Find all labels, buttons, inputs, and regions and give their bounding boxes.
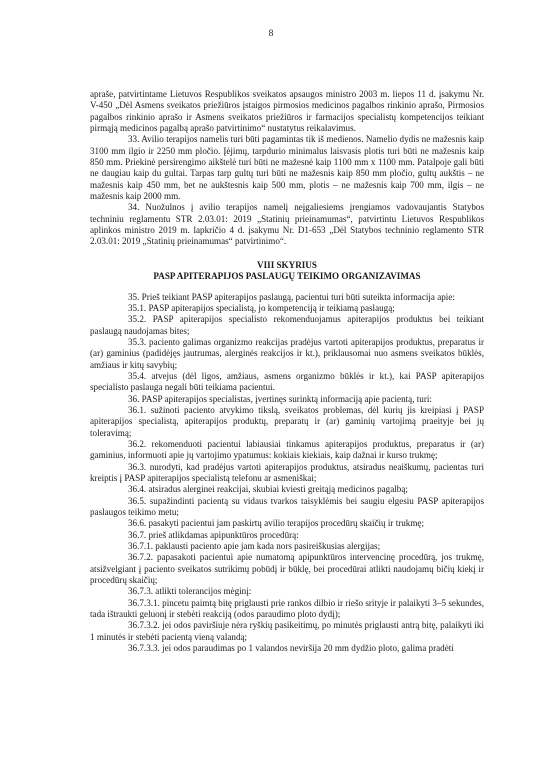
item-36-7-3-3: 36.7.3.3. jei odos paraudimas po 1 valandos neviršija 20 mm dydžio ploto, galima pradėti xyxy=(128,643,454,654)
paragraph-33: 33. Avilio terapijos namelis turi būti pagamintas tik iš medienos. Namelio dydis ne mažesnis kaip 3100 mm ilgio ir 2250 mm pločio. Įėjimų, tarpdurio minimalus laisvasis plotis turi būti ne mažesnis kaip 850 mm. Priekinė persirengimo aikštelė turi būti ne mažesnė kaip 1100 mm x 1100 mm. Patalpoje gali būti ne daugiau kaip du gultai. Tarpas tarp gultų turi būti ne mažesnis kaip 850 mm pločio, gultų aukštis – ne mažesnis kaip 450 mm, bet ne aukštesnis kaip 500 mm, plotis – ne mažesnis kaip 700 mm, ilgis – ne mažesnis kaip 2000 mm. xyxy=(90,134,484,202)
item-36-6: 36.6. pasakyti pacientui jam paskirtų avilio terapijos procedūrų skaičių ir trukmę; xyxy=(128,518,424,529)
item-36-7-3-1: 36.7.3.1. pincetu paimtą bitę priglausti prie rankos dilbio ir riešo srityje ir palaikyti 3–5 sekundes, tada ištraukti geluonį ir stebėti reakciją (odos paraudimo ploto dydį); xyxy=(90,597,484,620)
item-36: 36. PASP apiterapijos specialistas, įvertinęs surinktą informaciją apie pacientą, turi: xyxy=(128,393,432,404)
item-36-1: 36.1. sužinoti paciento atvykimo tikslą, sveikatos problemas, dėl kurių jis kreipiasi į PASP apiterapijos specialistą, apiterapijos produktų, preparatų ir (ar) gaminių vartojimą praeityje bei jų toleravimą; xyxy=(90,404,484,438)
item-36-7: 36.7. prieš atlikdamas apipunktūros procedūrą: xyxy=(128,529,299,540)
item-35-4: 35.4. atvejus (dėl ligos, amžiaus, asmens organizmo būklės ir kt.), kai PASP apiterapijos specialisto paslauga negali būti teikiama pacientui. xyxy=(90,370,484,393)
paragraph-34: 34. Nuožulnos į avilio terapijos namelį neįgaliesiems įrengiamos vadovaujantis Statybos techniniu reglamentu STR 2.03.01: 2019 „Statinių prieinamumas“, patvirtintu Lietuvos Respublikos aplinkos ministro 2019 m. lapkričio 4 d. įsakymu Nr. D1-653 „Dėl Statybos techninio reglamento STR 2.03.01: 2019 „Statinių prieinamumas“ patvirtinimo“. xyxy=(90,202,484,247)
paragraph-continuation: aprašе, patvirtintame Lietuvos Respublikos sveikatos apsaugos ministro 2003 m. liepos 11 d. įsakymu Nr. V-450 „Dėl Asmens sveikatos priežiūros įstaigos pirmosios medicinos pagalbos rinkinio aprašo, Pirmosios pagalbos rinkinio aprašo ir Asmens sveikatos priežiūros ir farmacijos specialistų kompetencijos teikiant pirmąją medicinos pagalbą aprašo patvirtinimo“ nustatytus reikalavimus. xyxy=(90,89,484,134)
item-36-7-1: 36.7.1. paklausti paciento apie jam kada nors pasireiškusias alergijas; xyxy=(128,541,381,552)
item-35-1: 35.1. PASP apiterapijos specialistą, jo kompetenciją ir teikiamą paslaugą; xyxy=(128,302,395,313)
item-36-5: 36.5. supažindinti pacientą su vidaus tvarkos taisyklėmis bei saugiu elgesiu PASP apiterapijos paslaugos teikimo metu; xyxy=(90,495,484,518)
page-number: 8 xyxy=(268,29,274,39)
item-35-3: 35.3. paciento galimas organizmo reakcijas pradėjus vartoti apiterapijos produktus, preparatus ir (ar) gaminius (padidėjęs jautrumas, alerginės reakcijos ir kt.), priklausomai nuo asmens sveikatos būklės, amžiaus ir kitų savybių; xyxy=(90,336,484,370)
item-36-7-2: 36.7.2. papasakoti pacientui apie numatomą apipunktūros intervencinę procedūrą, jos trukmę, atsižvelgiant į paciento sveikatos sutrikimų pobūdį ir būklę, bei procedūrai atlikti naudojamų bičių kiekį ir procedūrų skaičių; xyxy=(90,552,484,586)
item-36-3: 36.3. nurodyti, kad pradėjus vartoti apiterapijos produktus, atsiradus neaiškumų, pacientas turi kreiptis į PASP apiterapijos specialistą telefonu ar asmeniškai; xyxy=(90,461,484,483)
item-36-7-3-2: 36.7.3.2. jei odos paviršiuje nėra ryškių pasikeitimų, po minutės priglausti antrą bitę, palaikyti iki 1 minutės ir stebėti pacientą vieną valandą; xyxy=(90,620,484,642)
chapter-title: VIII SKYRIUS xyxy=(257,259,317,270)
chapter-subtitle: PASP APITERAPIJOS PASLAUGŲ TEIKIMO ORGANIZAVIMAS xyxy=(153,271,421,282)
item-36-7-3: 36.7.3. atlikti tolerancijos mėginį: xyxy=(128,586,252,597)
item-35: 35. Prieš teikiant PASP apiterapijos paslaugą, pacientui turi būti suteikta informacija apie: xyxy=(128,291,455,302)
document-body xyxy=(90,89,484,655)
item-36-4: 36.4. atsiradus alerginei reakcijai, skubiai kviesti greitąją medicinos pagalbą; xyxy=(128,484,408,495)
item-36-2: 36.2. rekomenduoti pacientui labiausiai tinkamus apiterapijos produktus, preparatus ir (ar) gaminius, informuoti apie jų vartojimo ypatumus: kokiais kiekiais, kaip dažnai ir kurso trukmę; xyxy=(90,438,484,461)
item-35-2: 35.2. PASP apiterapijos specialisto rekomenduojamus apiterapijos produktus bei teikiant paslaugą naudojamas bites; xyxy=(90,314,484,336)
